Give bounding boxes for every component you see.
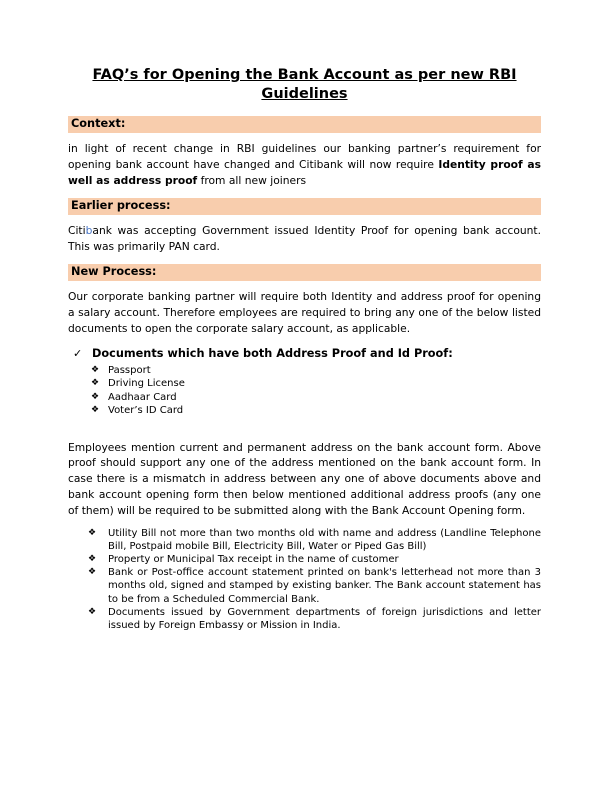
section-header-new-process: New Process: (68, 264, 541, 281)
earlier-paragraph-run2: ank was accepting Government issued Identity Proof for opening bank account. This was primarily PAN card. (68, 224, 541, 253)
diamond-bullet-icon: ❖ (91, 391, 100, 402)
list-item-text: Property or Municipal Tax receipt in the name of customer (108, 554, 399, 566)
list-item-text: Utility Bill not more than two months old with name and address (Landline Telephone Bill, Postpaid mobile Bill, Electricity Bill, Water or Piped Gas Bill) (108, 527, 541, 552)
new-process-paragraph: Our corporate banking partner will require both Identity and address proof for opening a salary account. Therefore employees are required to bring any one of the below listed documents to open the corporate salary account, as applicable. (68, 290, 541, 335)
diamond-bullet-icon: ❖ (88, 606, 97, 617)
context-paragraph-run1: in light of recent change in RBI guidelines our banking partner’s requirement for opening bank account have changed and Citibank will now require (68, 142, 541, 171)
both-proof-list (68, 364, 541, 418)
earlier-process-paragraph (68, 223, 541, 255)
section-header-context: Context: (68, 116, 541, 133)
diamond-bullet-icon: ❖ (91, 365, 100, 375)
list-item (68, 606, 541, 632)
diamond-bullet-icon: ❖ (88, 527, 97, 538)
list-item-text: Passport (108, 365, 151, 376)
checkmark-icon: ✓ (73, 347, 83, 360)
list-item-text: Bank or Post-office account statement printed on bank's letterhead not more than 3 months old, signed and stamped by existing banker. The Bank account statement has to be from a Scheduled Commercial Bank. (108, 567, 541, 605)
list-item (68, 404, 541, 417)
list-item-text: Driving License (108, 378, 185, 390)
list-item-text: Aadhaar Card (108, 391, 177, 403)
diamond-bullet-icon: ❖ (91, 405, 100, 416)
both-proof-heading-label: Documents which have both Address Proof and Id Proof: (92, 347, 453, 360)
context-paragraph-run2: from all new joiners (197, 174, 307, 187)
mismatch-paragraph: Employees mention current and permanent address on the bank account form. Above proof should support any one of the address mentioned on the bank account form. In case there is a mismatch in address between any one of above documents above and bank account opening form then below mentioned additional address proofs (any one of them) will be required to be submitted along with the Bank Account Opening form. (68, 440, 541, 517)
list-item (68, 553, 541, 566)
additional-proofs-list (68, 527, 541, 633)
diamond-bullet-icon: ❖ (91, 378, 100, 389)
both-proof-heading (73, 346, 541, 361)
context-paragraph (68, 141, 541, 189)
document-content (68, 66, 541, 632)
list-item (68, 391, 541, 404)
list-item (68, 566, 541, 606)
section-header-earlier-process: Earlier process: (68, 198, 541, 215)
earlier-paragraph-blue-run: b (85, 224, 93, 237)
list-item-text: Voter’s ID Card (108, 405, 184, 417)
diamond-bullet-icon: ❖ (88, 554, 97, 565)
list-item (68, 364, 541, 377)
diamond-bullet-icon: ❖ (88, 567, 97, 578)
list-item (68, 527, 541, 553)
context-paragraph-bold-run: Identity proof as well as address proof (68, 158, 541, 187)
page-title: FAQ’s for Opening the Bank Account as per new RBI Guidelines (92, 67, 517, 102)
list-item-text: Documents issued by Government departments of foreign jurisdictions and letter issued by Foreign Embassy or Mission in India. (108, 606, 541, 632)
earlier-paragraph-run1: Citi (68, 224, 86, 237)
list-item (68, 377, 541, 390)
